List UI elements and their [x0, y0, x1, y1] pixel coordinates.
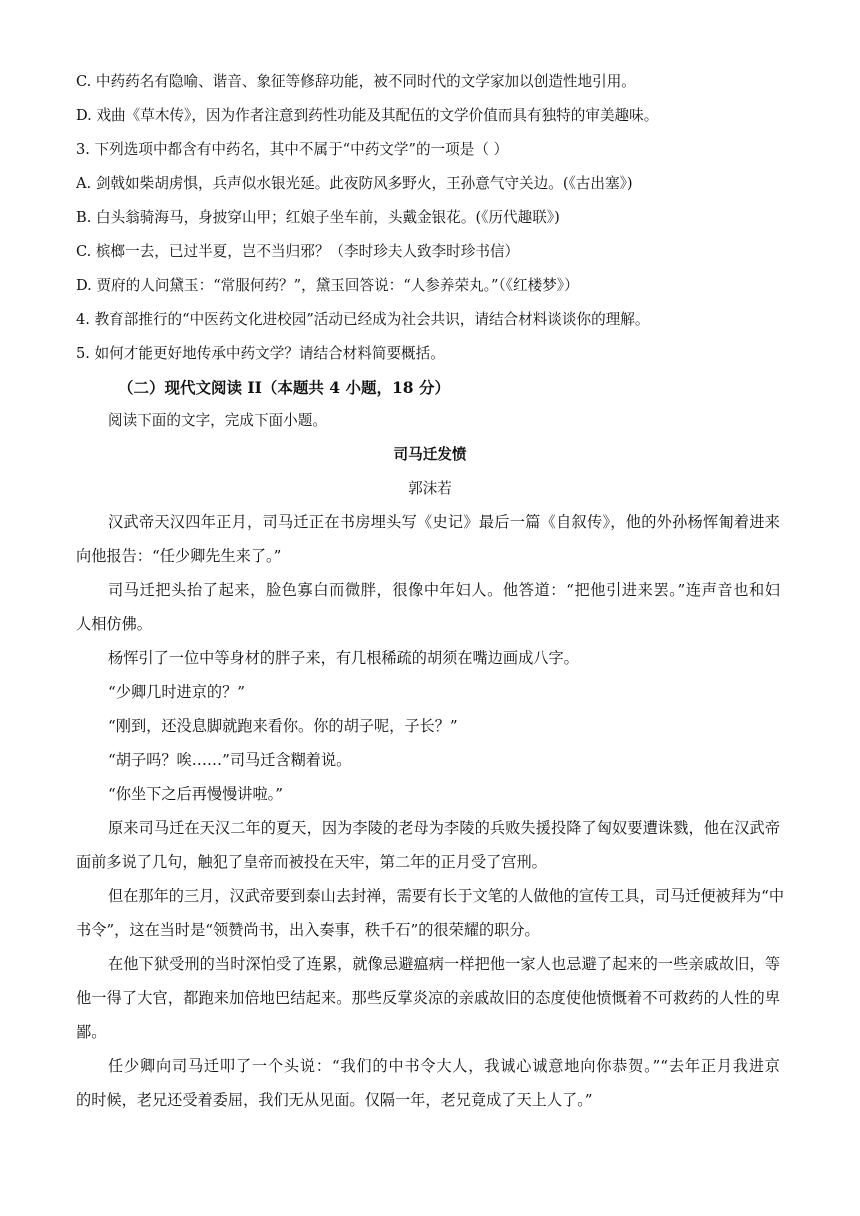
q3-option-a: A. 剑戟如柴胡虏惧，兵声似水银光延。此夜防风多野火，王孙意气守关边。(《古出塞》) [76, 175, 633, 192]
question-4: 4. 教育部推行的“中医药文化进校园”活动已经成为社会共识，请结合材料谈谈你的理解。 [76, 311, 650, 328]
story-paragraph-2-line-2: 人相仿佛。 [76, 615, 152, 633]
q3-option-d: D. 贾府的人问黛玉：“常服何药？”，黛玉回答说：“人参养荣丸。”（《红楼梦》） [76, 277, 579, 294]
q3-stem: 3. 下列选项中都含有中药名，其中不属于“中药文学”的一项是（ ） [76, 141, 509, 158]
story-paragraph-11-line-1: 任少卿向司马迁叩了一个头说：“我们的中书令大人，我诚心诚意地向你恭贺。”“去年正月我进京 [108, 1057, 780, 1075]
story-author: 郭沫若 [408, 480, 452, 497]
q2-option-d: D. 戏曲《草木传》，因为作者注意到药性功能及其配伍的文学价值而具有独特的审美趣味。 [76, 107, 659, 124]
story-paragraph-1-line-2: 向他报告：“任少卿先生来了。” [76, 547, 282, 565]
story-paragraph-1-line-1: 汉武帝天汉四年正月，司马迁正在书房埋头写《史记》最后一篇《自叙传》，他的外孙杨恽匍着进来 [108, 513, 780, 531]
q3-option-b: B. 白头翁骑海马，身披穿山甲；红娘子坐车前，头戴金银花。(《历代趣联》) [76, 209, 560, 226]
q3-option-c: C. 槟榔一去，已过半夏，岂不当归邪？（李时珍夫人致李时珍书信） [76, 243, 520, 260]
story-title: 司马迁发愤 [393, 446, 467, 463]
story-paragraph-10-line-1: 在他下狱受刑的当时深怕受了连累，就像忌避瘟病一样把他一家人也忌避了起来的一些亲戚故旧，等 [108, 955, 780, 973]
story-paragraph-8-line-2: 面前多说了几句，触犯了皇帝而被投在天牢，第二年的正月受了宫刑。 [76, 853, 547, 871]
story-paragraph-9-line-1: 但在那年的三月，汉武帝要到泰山去封禅，需要有长于文笔的人做他的宣传工具，司马迁便被拜为“中 [108, 887, 785, 905]
story-paragraph-9-line-2: 书令”，这在当时是“领赞尚书，出入奏事，秩千石”的很荣耀的职分。 [76, 921, 540, 939]
story-paragraph-10-line-3: 鄙。 [76, 1023, 107, 1041]
story-paragraph-7: “你坐下之后再慢慢讲啦。” [108, 785, 283, 803]
question-5: 5. 如何才能更好地传承中药文学？请结合材料简要概括。 [76, 345, 445, 362]
story-paragraph-8-line-1: 原来司马迁在天汉二年的夏天，因为李陵的老母为李陵的兵败失援投降了匈奴要遭诛戮，他在汉武帝 [108, 819, 780, 837]
reading-instruction: 阅读下面的文字，完成下面小题。 [108, 412, 327, 429]
q2-option-c: C. 中药药名有隐喻、谐音、象征等修辞功能，被不同时代的文学家加以创造性地引用。 [76, 73, 636, 90]
section-heading: （二）现代文阅读 II（本题共 4 小题，18 分） [118, 378, 450, 397]
story-paragraph-10-line-2: 他一得了大官，都跑来加倍地巴结起来。那些反掌炎凉的亲戚故旧的态度使他愤慨着不可救药的人性的卑 [76, 989, 780, 1007]
story-paragraph-5: “刚到，还没息脚就跑来看你。你的胡子呢，子长？” [108, 717, 458, 735]
story-paragraph-2-line-1: 司马迁把头抬了起来，脸色寡白而微胖，很像中年妇人。他答道：“把他引进来罢。”连声音也和妇 [108, 581, 780, 599]
story-paragraph-6: “胡子吗？唉……”司马迁含糊着说。 [108, 751, 352, 769]
story-paragraph-3: 杨恽引了一位中等身材的胖子来，有几根稀疏的胡须在嘴边画成八字。 [108, 649, 579, 667]
story-paragraph-4: “少卿几时进京的？” [108, 683, 246, 701]
story-paragraph-11-line-2: 的时候，老兄还受着委屈，我们无从见面。仅隔一年，老兄竟成了天上人了。” [76, 1091, 593, 1109]
